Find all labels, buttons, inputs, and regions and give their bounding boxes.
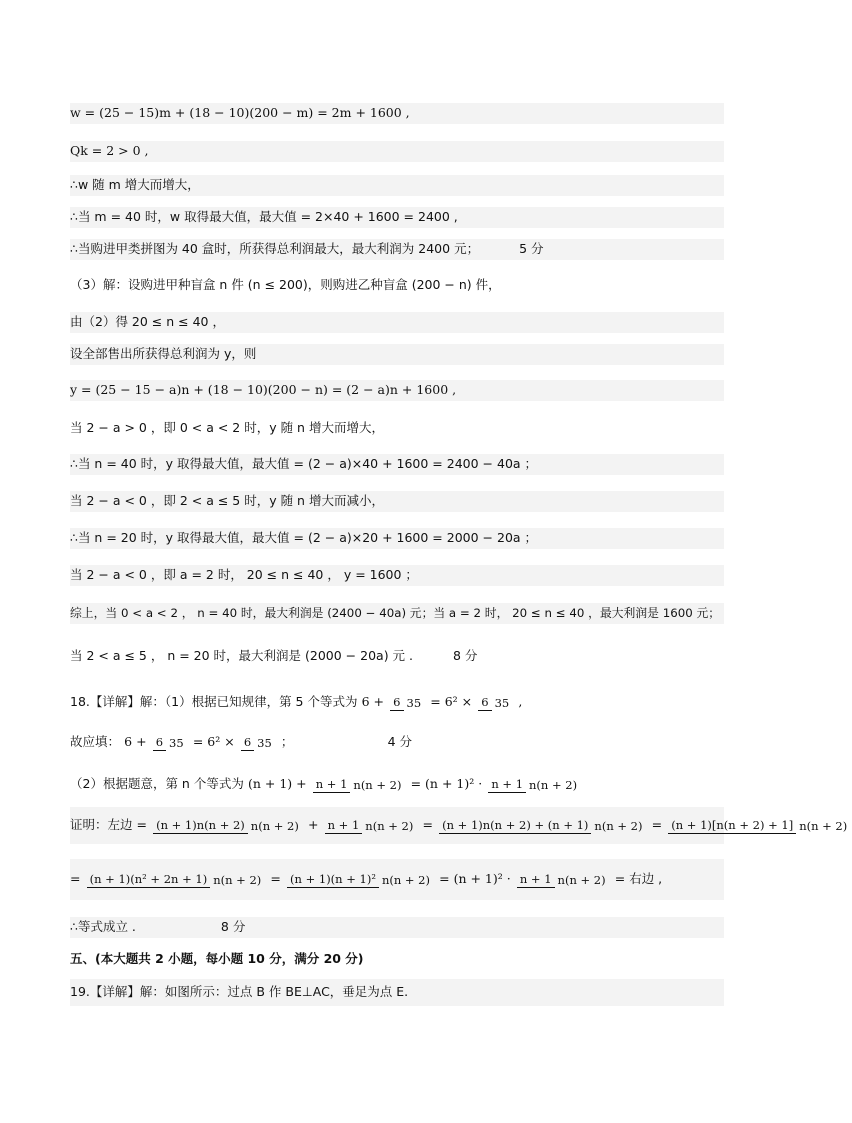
section-five-heading: 五、(本大题共 2 小题，每小题 10 分，满分 20 分): [70, 949, 724, 970]
line-w-increase: ∴w 随 m 增大而增大，: [70, 175, 724, 196]
line-n-range: 由（2）得 20 ≤ n ≤ 40 ，: [70, 312, 724, 333]
line-summary: 综上，当 0 < a < 2 ， n = 40 时，最大利润是 (2400 − 40a) 元；当 a = 2 时， 20 ≤ n ≤ 40 ，最大利润是 1600 元；: [70, 603, 724, 624]
line-y-define: 设全部售出所获得总利润为 y，则: [70, 344, 724, 365]
q19-line: 19.【详解】解：如图所示：过点 B 作 BE⊥AC，垂足为点 E.: [70, 979, 724, 1006]
score-8: 8 分: [220, 919, 246, 934]
line-case3: 当 2 − a < 0 ，即 a = 2 时， 20 ≤ n ≤ 40 ， y = 1600 ；: [70, 565, 724, 586]
fraction: n + 1 n(n + 2): [325, 807, 417, 843]
line-part2-conclusion: ∴当购进甲类拼图为 40 盒时，所获得总利润最大，最大利润为 2400 元； 5 分: [70, 239, 724, 260]
score-8: 8 分: [453, 648, 478, 663]
fraction: (n + 1)n(n + 2) n(n + 2): [153, 807, 302, 843]
q18-conclusion: ∴等式成立 . 8 分: [70, 917, 724, 938]
q18-proof-line1: 证明：左边 = (n + 1)n(n + 2) n(n + 2) + n + 1 n(n + 2) = (n + 1)n(n + 2) + (n + 1) n(n + 2) = (n + 1)[n(n + 2) + 1] n(n + 2): [70, 807, 724, 844]
fraction: n + 1 n(n + 2): [313, 767, 405, 801]
q18-intro-line: 18.【详解】解：（1）根据已知规律，第 5 个等式为 6 + 6 35 = 6² × 6 35 ,: [70, 685, 724, 720]
fraction: (n + 1)(n + 1)² n(n + 2): [287, 859, 433, 899]
line-case1: 当 2 − a > 0 ，即 0 < a < 2 时，y 随 n 增大而增大，: [70, 418, 724, 439]
q18-proof-line2: = (n + 1)(n² + 2n + 1) n(n + 2) = (n + 1)(n + 1)² n(n + 2) = (n + 1)² · n + 1 n(n + 2) = 右边 ,: [70, 859, 724, 900]
fraction: 6 35: [478, 685, 512, 719]
score-5: 5 分: [519, 241, 544, 256]
line-case2-max: ∴当 n = 20 时，y 取得最大值，最大值 = (2 − a)×20 + 1600 = 2000 − 20a ；: [70, 528, 724, 549]
fraction: 6 35: [390, 685, 424, 719]
fraction: (n + 1)(n² + 2n + 1) n(n + 2): [87, 859, 265, 899]
line-w-max: ∴当 m = 40 时，w 取得最大值，最大值 = 2×40 + 1600 = 2400 ,: [70, 207, 724, 228]
fraction: 6 35: [241, 725, 275, 759]
line-part3-setup: （3）解：设购进甲种盲盒 n 件 (n ≤ 200)，则购进乙种盲盒 (200 − n) 件，: [70, 275, 724, 296]
fraction: n + 1 n(n + 2): [517, 859, 609, 899]
line-case1-max: ∴当 n = 40 时，y 取得最大值，最大值 = (2 − a)×40 + 1600 = 2400 − 40a ；: [70, 454, 724, 475]
score-4: 4 分: [387, 734, 413, 749]
fraction: (n + 1)n(n + 2) + (n + 1) n(n + 2): [439, 807, 645, 843]
fraction: n + 1 n(n + 2): [488, 767, 580, 801]
line-k-positive: Qk = 2 > 0 ,: [70, 141, 724, 162]
q18-fill-line: 故应填： 6 + 6 35 = 6² × 6 35 ； 4 分: [70, 725, 724, 760]
line-case2: 当 2 − a < 0 ，即 2 < a ≤ 5 时，y 随 n 增大而减小，: [70, 491, 724, 512]
line-y-expression: y = (25 − 15 − a)n + (18 − 10)(200 − n) = (2 − a)n + 1600 ,: [70, 380, 724, 401]
line-summary-cont: 当 2 < a ≤ 5 ， n = 20 时，最大利润是 (2000 − 20a) 元 . 8 分: [70, 646, 724, 667]
line-w-expression: w = (25 − 15)m + (18 − 10)(200 − m) = 2m + 1600 ,: [70, 103, 724, 124]
fraction: 6 35: [153, 725, 187, 759]
fraction: (n + 1)[n(n + 2) + 1] n(n + 2): [668, 807, 850, 843]
q18-part2-line: （2）根据题意，第 n 个等式为 (n + 1) + n + 1 n(n + 2) = (n + 1)² · n + 1 n(n + 2): [70, 767, 724, 802]
